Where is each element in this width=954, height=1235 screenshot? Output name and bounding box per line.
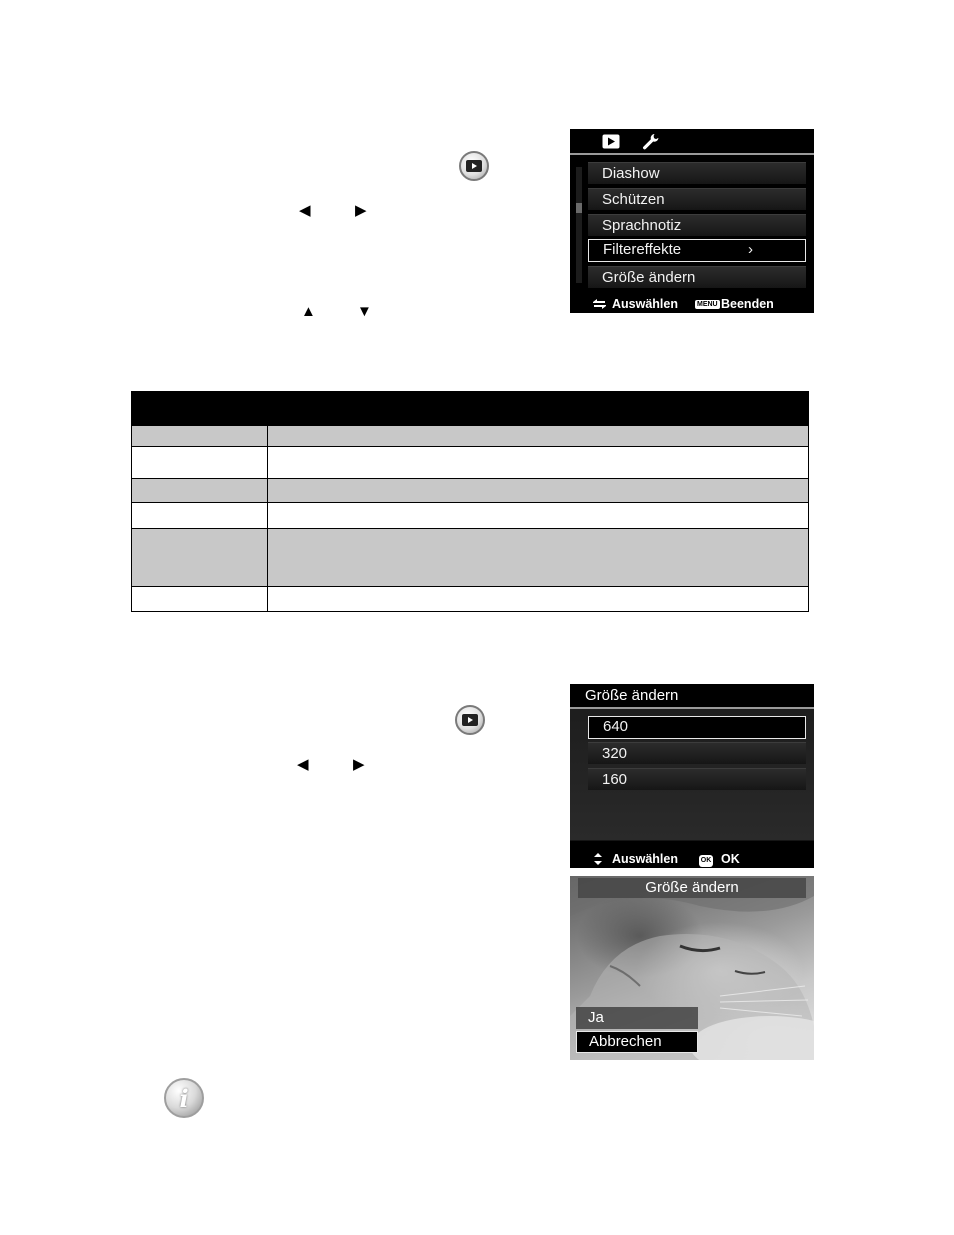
menu-button-icon: MENU: [697, 301, 718, 308]
resize-confirm-screen: [570, 876, 814, 1060]
menu-item-groesse-aendern[interactable]: Größe ändern: [588, 266, 806, 288]
table-row: [131, 447, 809, 479]
menu-scrollbar-thumb[interactable]: [576, 203, 582, 213]
right-arrow-icon: ▶: [355, 202, 367, 219]
ok-button-icon: OK: [699, 850, 713, 868]
menu-item-label: Filtereffekte: [603, 241, 682, 258]
up-arrow-icon: ▲: [301, 303, 316, 320]
option-ja[interactable]: Ja: [576, 1007, 698, 1029]
down-arrow-icon: ▼: [357, 303, 372, 320]
dialog-title: Größe ändern: [578, 878, 806, 898]
up-down-nav-icon: [593, 299, 606, 309]
info-note-icon: i: [164, 1078, 204, 1118]
table-cell: [268, 587, 808, 611]
left-arrow-icon: ◀: [299, 202, 311, 219]
table-row: [131, 503, 809, 529]
menu-item-schuetzen[interactable]: Schützen: [588, 188, 806, 210]
table-cell: [132, 503, 268, 528]
table-cell: [132, 529, 268, 586]
option-320[interactable]: 320: [588, 742, 806, 764]
table-cell: [268, 426, 808, 446]
footer-select-label: Auswählen: [612, 852, 678, 866]
resize-footer: [570, 850, 814, 868]
table-cell: [132, 426, 268, 446]
footer-exit-label: Beenden: [721, 297, 774, 311]
resize-menu-screen: [570, 684, 814, 868]
wrench-icon[interactable]: [642, 133, 660, 150]
table-cell: [132, 587, 268, 611]
menu-tab-bar: [570, 129, 814, 155]
table-row: [131, 426, 809, 447]
menu-item-diashow[interactable]: Diashow: [588, 162, 806, 184]
table-header-row: [131, 391, 809, 426]
playback-button-icon: [459, 151, 489, 181]
playback-button-icon: [455, 705, 485, 735]
table-row: [131, 587, 809, 612]
menu-scrollbar[interactable]: [576, 167, 582, 283]
menu-item-filtereffekte[interactable]: [588, 239, 806, 262]
chevron-right-icon: ›: [748, 241, 753, 258]
table-cell: [268, 503, 808, 528]
left-arrow-icon: ◀: [297, 756, 309, 773]
option-640[interactable]: 640: [588, 716, 806, 739]
footer-ok-label: OK: [721, 852, 740, 866]
playback-icon[interactable]: [602, 134, 620, 149]
table-cell: [268, 529, 808, 586]
table-row: [131, 529, 809, 587]
table-cell: [132, 447, 268, 478]
table-cell: [132, 479, 268, 502]
option-abbrechen[interactable]: Abbrechen: [576, 1031, 698, 1053]
menu-item-sprachnotiz[interactable]: Sprachnotiz: [588, 214, 806, 236]
right-arrow-icon: ▶: [353, 756, 365, 773]
screen-title: Größe ändern: [585, 687, 679, 704]
table-row: [131, 479, 809, 503]
footer-select-label: Auswählen: [612, 297, 678, 311]
screen-title-bar: [570, 684, 814, 709]
up-down-nav-icon: [594, 853, 602, 865]
table-cell: [268, 479, 808, 502]
table-cell: [268, 447, 808, 478]
option-160[interactable]: 160: [588, 768, 806, 790]
menu-footer: [570, 295, 814, 313]
playback-menu-screen: [570, 129, 814, 313]
